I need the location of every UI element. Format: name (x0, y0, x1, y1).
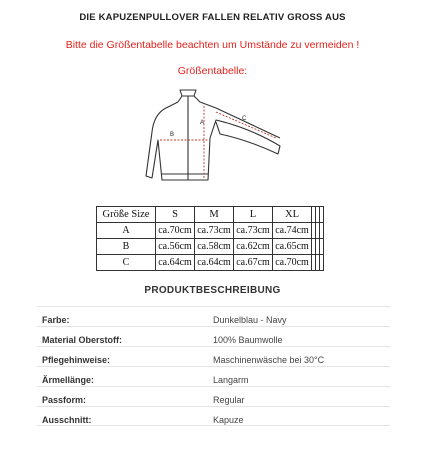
header-xl: XL (273, 207, 312, 223)
spec-row-color (37, 306, 390, 326)
spec-row-sleeve (37, 366, 390, 386)
spacer-cell (320, 207, 324, 223)
table-cell: ca.70cm (156, 223, 195, 239)
spec-row-care (37, 346, 390, 366)
table-cell: ca.62cm (234, 239, 273, 255)
table-cell: ca.56cm (156, 239, 195, 255)
spacer-cell (320, 255, 324, 271)
table-cell: ca.70cm (273, 255, 312, 271)
header-m: M (195, 207, 234, 223)
spec-label: Passform: (42, 395, 87, 405)
measure-lines (160, 106, 276, 178)
table-cell: ca.58cm (195, 239, 234, 255)
table-cell: ca.67cm (234, 255, 273, 271)
header-l: L (234, 207, 273, 223)
spec-row-fit (37, 386, 390, 406)
product-description-heading: PRODUKTBESCHREIBUNG (144, 285, 281, 296)
table-cell: ca.64cm (195, 255, 234, 271)
size-warning: Bitte die Größentabelle beachten um Umstände zu vermeiden ! (65, 39, 360, 51)
jacket-outline (146, 90, 280, 180)
notice-title: DIE KAPUZENPULLOVER FALLEN RELATIV GROSS AUS (79, 12, 346, 23)
table-cell: ca.64cm (156, 255, 195, 271)
spec-value: Dunkelblau - Navy (213, 315, 287, 325)
spec-value: Regular (213, 395, 245, 405)
spec-row-material (37, 326, 390, 346)
spec-label: Farbe: (42, 315, 70, 325)
table-row (97, 239, 324, 255)
spec-value: 100% Baumwolle (213, 335, 283, 345)
spec-label: Ausschnitt: (42, 415, 92, 425)
spacer-cell (320, 223, 324, 239)
table-row (97, 223, 324, 239)
table-cell: ca.73cm (195, 223, 234, 239)
size-chart-heading: Größentabelle: (177, 65, 248, 77)
jacket-measurement-diagram (130, 88, 300, 196)
table-cell: ca.65cm (273, 239, 312, 255)
spec-value: Maschinenwäsche bei 30°C (213, 355, 325, 365)
product-spec-list (37, 306, 390, 426)
spec-row-neckline (37, 406, 390, 426)
size-table-header (97, 207, 324, 223)
label-b: B (170, 132, 175, 138)
spec-label: Material Oberstoff: (42, 335, 123, 345)
spec-value: Langarm (213, 375, 249, 385)
header-s: S (156, 207, 195, 223)
spacer-cell (320, 239, 324, 255)
row-label: B (97, 239, 156, 255)
table-row (97, 255, 324, 271)
table-cell: ca.74cm (273, 223, 312, 239)
row-label: C (97, 255, 156, 271)
spec-value: Kapuze (213, 415, 244, 425)
row-label: A (97, 223, 156, 239)
header-size: Größe Size (97, 207, 156, 223)
size-table (96, 206, 324, 271)
label-c: C (242, 116, 247, 122)
spec-label: Pflegehinweise: (42, 355, 111, 365)
table-cell: ca.73cm (234, 223, 273, 239)
label-a: A (200, 120, 205, 126)
spec-label: Ärmellänge: (42, 375, 95, 385)
